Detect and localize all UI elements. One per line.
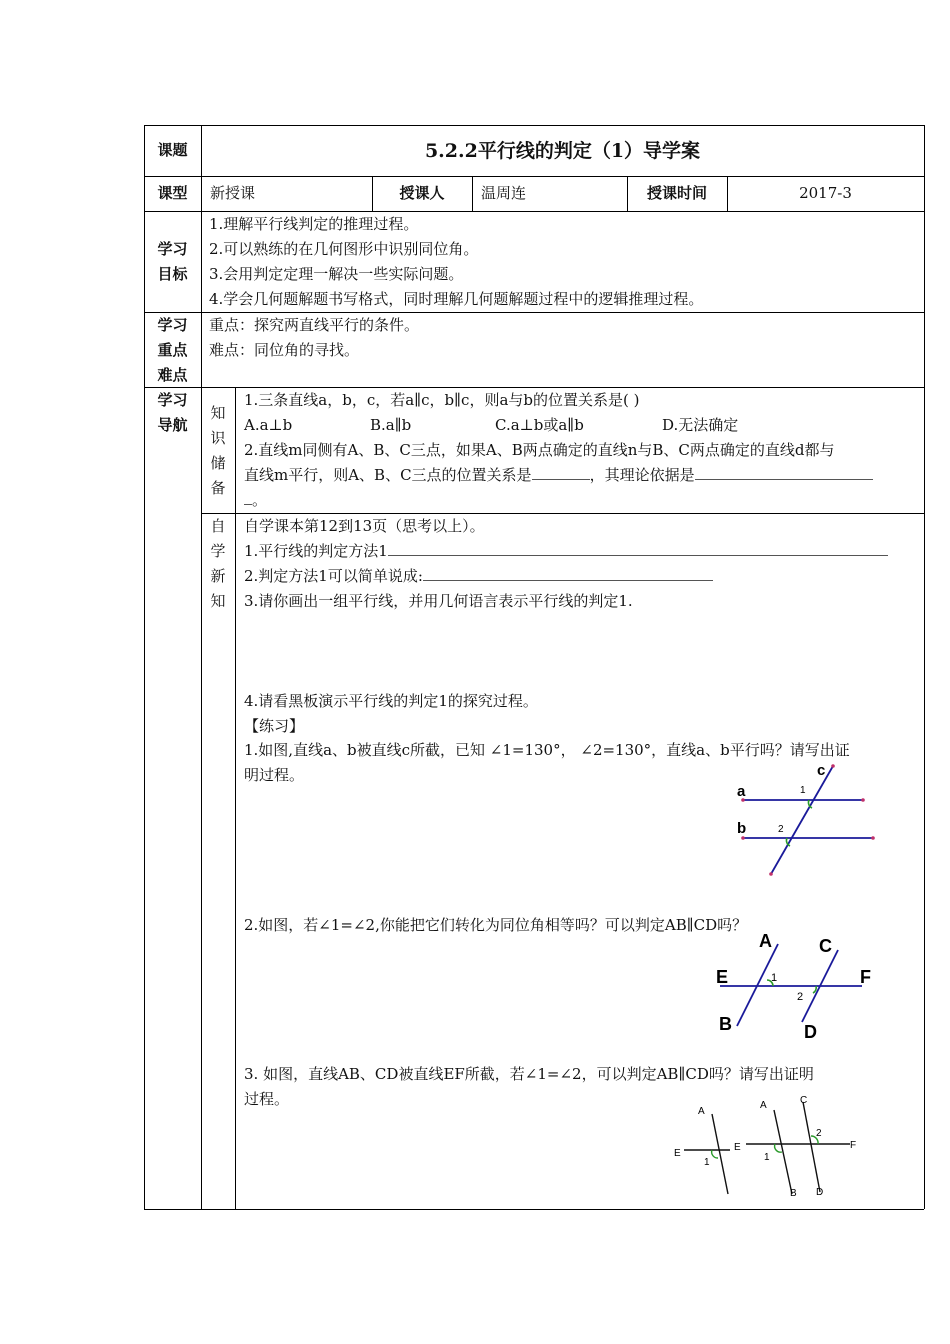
figure-3-transversal bbox=[668, 1092, 868, 1210]
knowledge-label-char: 识 bbox=[210, 429, 226, 447]
label-C-right: C bbox=[800, 1095, 808, 1106]
option-c: C.a⊥b或a∥b bbox=[495, 416, 584, 434]
practice-3-line1: 3. 如图，直线AB、CD被直线EF所截，若∠1=∠2，可以判定AB∥CD吗？请写出证明 bbox=[244, 1065, 814, 1083]
row-divider bbox=[144, 176, 924, 177]
label-a: a bbox=[737, 783, 746, 800]
line-c bbox=[771, 766, 833, 874]
time-label: 授课时间 bbox=[646, 184, 707, 202]
answer-blank[interactable] bbox=[244, 489, 252, 505]
label-E-right: E bbox=[734, 1142, 741, 1153]
selfstudy-q1-text: 1.平行线的判定方法1 bbox=[244, 542, 388, 560]
practice-1-line2: 明过程。 bbox=[244, 766, 305, 784]
type-label: 课型 bbox=[157, 184, 188, 202]
table-border-right bbox=[924, 125, 925, 1209]
knowledge-q2-line1: 2.直线m同侧有A、B、C三点，如果A、B两点确定的直线n与B、C两点确定的直线d都与 bbox=[244, 441, 835, 459]
guide-sub-divider bbox=[235, 387, 236, 1209]
label-C: C bbox=[819, 936, 832, 956]
label-angle-1: 1 bbox=[800, 785, 806, 796]
option-a: A.a⊥b bbox=[244, 416, 293, 434]
knowledge-label-char: 储 bbox=[210, 454, 226, 472]
q2-text-b: ，其理论依据是 bbox=[589, 466, 695, 484]
keypoints-label-1: 学习 bbox=[157, 316, 188, 334]
option-d: D.无法确定 bbox=[662, 416, 739, 434]
keypoints-label-3: 难点 bbox=[157, 366, 188, 384]
angle-2-arc bbox=[813, 986, 816, 993]
line-a-left bbox=[712, 1114, 728, 1194]
option-b: B.a∥b bbox=[370, 416, 412, 434]
label-1-right: 1 bbox=[764, 1152, 770, 1163]
figure-1-parallel-lines bbox=[728, 762, 888, 882]
selfstudy-q2 bbox=[244, 564, 713, 589]
label-A-left: A bbox=[698, 1106, 705, 1117]
label-F-right: F bbox=[850, 1140, 857, 1151]
goals-label-1: 学习 bbox=[157, 240, 188, 258]
line-ab bbox=[737, 944, 778, 1026]
teacher-value: 温周连 bbox=[481, 184, 527, 202]
selfstudy-label-char: 自 bbox=[210, 517, 226, 535]
label-angle-2: 2 bbox=[778, 824, 784, 835]
knowledge-q1: 1.三条直线a，b，c，若a∥c，b∥c，则a与b的位置关系是( ) bbox=[244, 391, 640, 409]
answer-blank[interactable] bbox=[388, 540, 888, 556]
cell-divider bbox=[472, 176, 473, 211]
label-b: b bbox=[737, 820, 747, 837]
angle-1-arc-left bbox=[712, 1150, 718, 1158]
selfstudy-label-char: 学 bbox=[210, 542, 226, 560]
goal-item: 3.会用判定定理一解决一些实际问题。 bbox=[209, 265, 464, 283]
line-ab-right bbox=[774, 1110, 792, 1194]
guide-label-1: 学习 bbox=[157, 391, 188, 409]
label-E: E bbox=[716, 967, 729, 987]
knowledge-q2-line2 bbox=[244, 463, 873, 488]
selfstudy-q2-text: 2.判定方法1可以简单说成: bbox=[244, 567, 423, 585]
q2-text-a: 直线m平行，则A、B、C三点的位置关系是 bbox=[244, 466, 532, 484]
type-value: 新授课 bbox=[210, 184, 256, 202]
knowledge-q2-line3 bbox=[244, 488, 267, 513]
selfstudy-q3: 3.请你画出一组平行线，并用几何语言表示平行线的判定1. bbox=[244, 592, 633, 610]
label-B-right: B bbox=[790, 1188, 797, 1199]
label-angle-2: 2 bbox=[797, 991, 804, 1003]
time-value: 2017-3 bbox=[799, 184, 852, 202]
guide-label-2: 导航 bbox=[157, 416, 188, 434]
topic-label: 课题 bbox=[157, 141, 188, 159]
table-border-left bbox=[144, 125, 145, 1209]
difficult-point: 难点：同位角的寻找。 bbox=[209, 341, 360, 359]
line-cd-right bbox=[803, 1102, 820, 1192]
goal-item: 4.学会几何题解题书写格式，同时理解几何题解题过程中的逻辑推理过程。 bbox=[209, 290, 704, 308]
label-E-left: E bbox=[674, 1148, 681, 1159]
table-border-top bbox=[144, 125, 924, 126]
key-point: 重点：探究两直线平行的条件。 bbox=[209, 316, 420, 334]
selfstudy-q4: 4.请看黑板演示平行线的判定1的探究过程。 bbox=[244, 692, 538, 710]
answer-blank[interactable] bbox=[532, 464, 590, 480]
selfstudy-intro: 自学课本第12到13页（思考以上）。 bbox=[244, 517, 485, 535]
answer-blank[interactable] bbox=[695, 464, 873, 480]
label-B: B bbox=[719, 1014, 732, 1034]
selfstudy-q1 bbox=[244, 539, 888, 564]
selfstudy-label-char: 新 bbox=[210, 567, 226, 585]
keypoints-label-2: 重点 bbox=[157, 341, 188, 359]
label-column-divider bbox=[201, 125, 202, 1209]
label-F: F bbox=[860, 967, 871, 987]
label-1-left: 1 bbox=[704, 1157, 710, 1168]
knowledge-label-char: 备 bbox=[210, 479, 226, 497]
goal-item: 2.可以熟练的在几何图形中识别同位角。 bbox=[209, 240, 479, 258]
teacher-label: 授课人 bbox=[399, 184, 445, 202]
q2-end: 。 bbox=[252, 491, 268, 509]
label-c: c bbox=[817, 762, 826, 779]
answer-blank[interactable] bbox=[423, 565, 713, 581]
label-2-right: 2 bbox=[816, 1128, 822, 1139]
selfstudy-label-char: 知 bbox=[210, 592, 226, 610]
label-D: D bbox=[804, 1022, 817, 1042]
knowledge-label-char: 知 bbox=[210, 404, 226, 422]
practice-heading: 【练习】 bbox=[244, 717, 305, 735]
practice-1-line1: 1.如图,直线a、b被直线c所截，已知 ∠1=130°， ∠2=130°，直线a、b平行吗？请写出证 bbox=[244, 741, 850, 759]
figure-2-transversal bbox=[712, 930, 882, 1042]
label-A-right: A bbox=[760, 1100, 767, 1111]
goal-item: 1.理解平行线判定的推理过程。 bbox=[209, 215, 419, 233]
label-angle-1: 1 bbox=[771, 972, 778, 984]
label-A: A bbox=[759, 931, 772, 951]
label-D-right: D bbox=[816, 1187, 824, 1198]
practice-2: 2.如图，若∠1=∠2,你能把它们转化为同位角相等吗？可以判定AB∥CD吗？ bbox=[244, 916, 748, 934]
goals-label-2: 目标 bbox=[157, 265, 188, 283]
page-title: 5.2.2平行线的判定（1）导学案 bbox=[424, 140, 701, 162]
practice-3-line2: 过程。 bbox=[244, 1090, 290, 1108]
